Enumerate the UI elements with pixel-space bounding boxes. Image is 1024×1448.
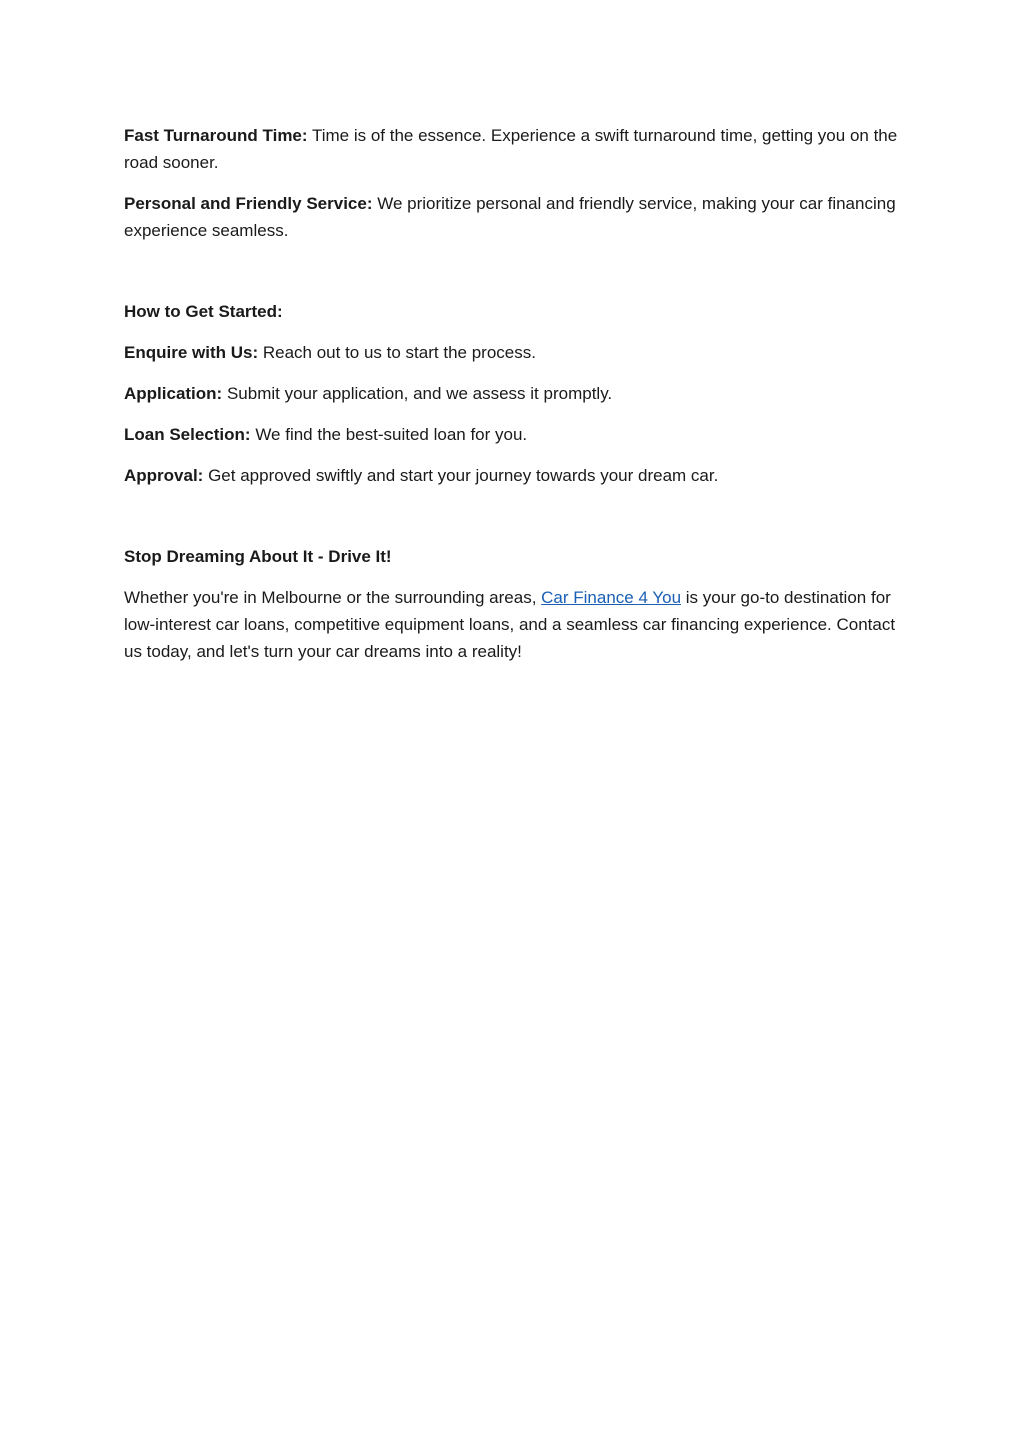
feature-text: We prioritize personal and friendly service, making your car financing experience seamless. xyxy=(124,194,896,240)
closing-text-before: Whether you're in Melbourne or the surrounding areas, xyxy=(124,588,542,607)
closing-text-after: is your go-to destination for low-interest car loans, competitive equipment loans, and a seamless car financing experience. Contact us today, and let's turn your car dreams into a reality! xyxy=(124,588,896,661)
step-label: Enquire with Us: xyxy=(124,343,259,362)
step-label: Application: xyxy=(124,384,223,403)
closing-heading: Stop Dreaming About It - Drive It! xyxy=(124,547,392,566)
feature-label: Fast Turnaround Time: xyxy=(124,126,308,145)
step-text: Reach out to us to start the process. xyxy=(262,343,536,362)
car-finance-4-you-link[interactable]: Car Finance 4 You xyxy=(541,588,682,607)
step-text: Submit your application, and we assess it promptly. xyxy=(226,384,613,403)
step-text: We find the best-suited loan for you. xyxy=(255,425,528,444)
step-approval xyxy=(124,462,900,489)
closing-paragraph xyxy=(124,584,900,665)
step-text: Get approved swiftly and start your journey towards your dream car. xyxy=(208,466,719,485)
step-label: Loan Selection: xyxy=(124,425,251,444)
feature-label: Personal and Friendly Service: xyxy=(124,194,373,213)
document-page xyxy=(124,122,900,679)
feature-text: Time is of the essence. Experience a swift turnaround time, getting you on the road sooner. xyxy=(124,126,898,172)
get-started-heading: How to Get Started: xyxy=(124,302,283,321)
step-label: Approval: xyxy=(124,466,204,485)
section-spacer xyxy=(124,258,900,298)
feature-personal-service xyxy=(124,190,900,244)
step-application xyxy=(124,380,900,407)
step-enquire xyxy=(124,339,900,366)
feature-fast-turnaround xyxy=(124,122,900,176)
section-spacer xyxy=(124,503,900,543)
step-loan-selection xyxy=(124,421,900,448)
